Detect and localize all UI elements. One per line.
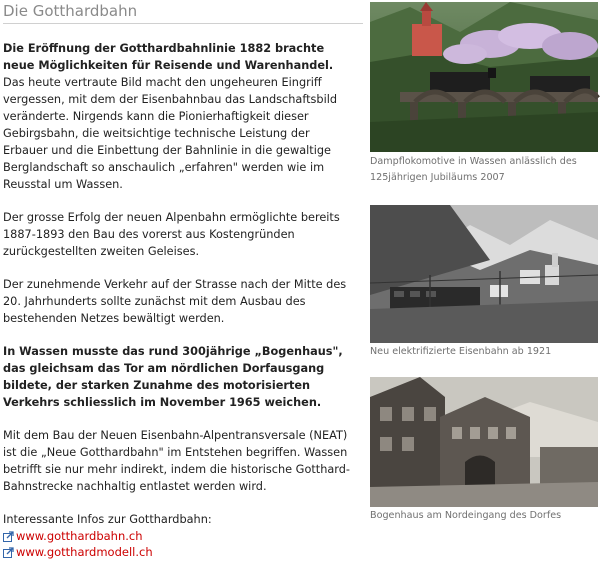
paragraph-bogenhaus-bold: In Wassen musste das rund 300jährige „Bogenhaus", das gleichsam das Tor am nördlichen Dorfausgang bildete, der starken Zunahme des motorisierten Verkehrs schliesslich im November 1965 weichen.	[3, 345, 343, 409]
electrified-railway-image	[370, 205, 598, 343]
steam-locomotive-image	[370, 2, 598, 152]
caption-electrified-railway: Neu elektrifizierte Eisenbahn ab 1921	[370, 346, 552, 357]
link-item-gotthardbahn	[3, 528, 355, 544]
paragraph-opening	[3, 40, 355, 193]
caption-steam-locomotive: Dampflokomotive in Wassen anlässlich des 125jährigen Jubiläums 2007	[370, 156, 577, 183]
paragraph-bogenhaus	[3, 343, 355, 411]
paragraph-opening-lead: Die Eröffnung der Gotthardbahnlinie 1882 brachte neue Möglichkeiten für Reisende und Warenhandel.	[3, 42, 334, 72]
photo-bogenhaus[interactable]	[370, 377, 598, 507]
link-gotthardbahn[interactable]: www.gotthardbahn.ch	[16, 528, 143, 543]
article-text	[3, 40, 355, 560]
paragraph-road-traffic: Der zunehmende Verkehr auf der Strasse nach der Mitte des 20. Jahrhunderts sollte zunächst mit dem Ausbau des bestehenden Netzes bewältigt werden.	[3, 278, 347, 325]
paragraph-second-track: Der grosse Erfolg der neuen Alpenbahn ermöglichte bereits 1887-1893 den Bau des vorerst aus Kostengründen zurückgestellten zweiten Geleises.	[3, 211, 340, 258]
photo-electrified-railway[interactable]	[370, 205, 598, 343]
paragraph-opening-body: Das heute vertraute Bild macht den ungeheuren Eingriff vergessen, mit dem der Eisenbahnbau das Landschaftsbild veränderte. Nirgends kann die Pionierhaftigkeit dieser Gebirgsbahn, die weitsichtige technische Leistung der Erbauer und die Einbettung der Bahnlinie in die gewaltige Berglandschaft so anschaulich „erfahren" werden wie im Reusstal um Wassen.	[3, 76, 338, 191]
link-list	[3, 528, 355, 560]
link-gotthardmodell[interactable]: www.gotthardmodell.ch	[16, 544, 153, 559]
external-link-icon	[3, 531, 14, 542]
external-link-icon	[3, 547, 14, 558]
page-title: Die Gotthardbahn	[3, 2, 363, 24]
bogenhaus-image	[370, 377, 598, 507]
caption-bogenhaus: Bogenhaus am Nordeingang des Dorfes	[370, 510, 562, 521]
links-intro: Interessante Infos zur Gotthardbahn:	[3, 513, 212, 526]
paragraph-neat: Mit dem Bau der Neuen Eisenbahn-Alpentransversale (NEAT) ist die „Neue Gotthardbahn" im Entstehen begriffen. Wassen betrifft sie nur mehr indirekt, indem die historische Gotthard-Bahnstrecke nachhaltig entlastet werden wird.	[3, 429, 350, 493]
link-item-gotthardmodell	[3, 544, 355, 560]
photo-steam-locomotive[interactable]	[370, 2, 598, 152]
